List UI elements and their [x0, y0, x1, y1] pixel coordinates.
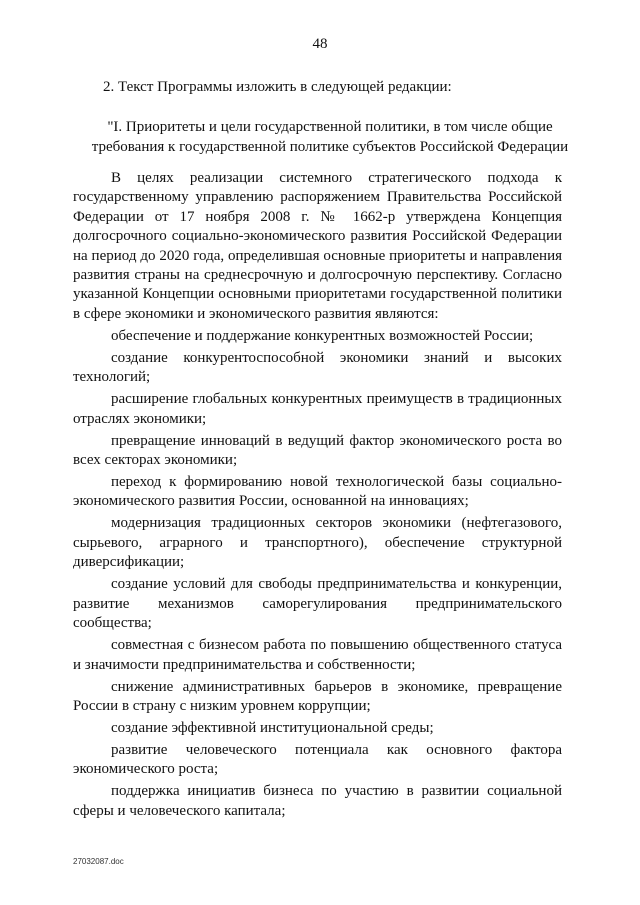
section-heading — [60, 117, 600, 157]
paragraph: В целях реализации системного стратегического подхода к государственному управлению распоряжением Правительства Российской Федерации от 17 ноября 2008 г. № 1662-р утверждена Концепция долгосрочного социально-экономического развития Российской Федерации на период до 2020 года, определившая основные приоритеты и направления развития страны на среднесрочную и долгосрочную перспективу. Согласно указанной Концепции основными приоритетами государственной политики в сфере экономики и экономического развития являются: — [73, 170, 562, 322]
intro-line: 2. Текст Программы изложить в следующей редакции: — [103, 79, 452, 95]
page-number: 48 — [312, 36, 328, 52]
paragraph: переход к формированию новой технологической базы социально-экономического развития России, основанной на инновациях; — [73, 474, 562, 510]
paragraph: поддержка инициатив бизнеса по участию в развитии социальной сферы и человеческого капитала; — [73, 783, 562, 819]
paragraph: обеспечение и поддержание конкурентных возможностей России; — [111, 327, 534, 344]
paragraph: создание конкурентоспособной экономики знаний и высоких технологий; — [73, 349, 562, 386]
paragraph: создание условий для свободы предпринимательства и конкуренции, развитие механизмов саморегулирования предпринимательского сообщества; — [73, 576, 562, 632]
section-heading-line: требования к государственной политике субъектов Российской Федерации — [91, 139, 569, 155]
file-name-footer: 27032087.doc — [73, 857, 124, 866]
paragraph: превращение инноваций в ведущий фактор экономического роста во всех секторах экономики; — [73, 432, 562, 469]
paragraph: модернизация традиционных секторов экономики (нефтегазового, сырьевого, аграрного и транспортного), обеспечение структурной диверсификации; — [73, 515, 562, 571]
paragraph: развитие человеческого потенциала как основного фактора экономического роста; — [73, 741, 562, 778]
body-text — [73, 169, 562, 824]
paragraph: совместная с бизнесом работа по повышению общественного статуса и значимости предпринимательства и собственности; — [73, 637, 562, 673]
paragraph: создание эффективной институциональной среды; — [111, 719, 434, 736]
section-heading-line: "I. Приоритеты и цели государственной политики, в том числе общие — [107, 119, 553, 135]
paragraph: расширение глобальных конкурентных преимуществ в традиционных отраслях экономики; — [73, 391, 562, 427]
paragraph: снижение административных барьеров в экономике, превращение России в страну с низким уровнем коррупции; — [73, 678, 562, 714]
